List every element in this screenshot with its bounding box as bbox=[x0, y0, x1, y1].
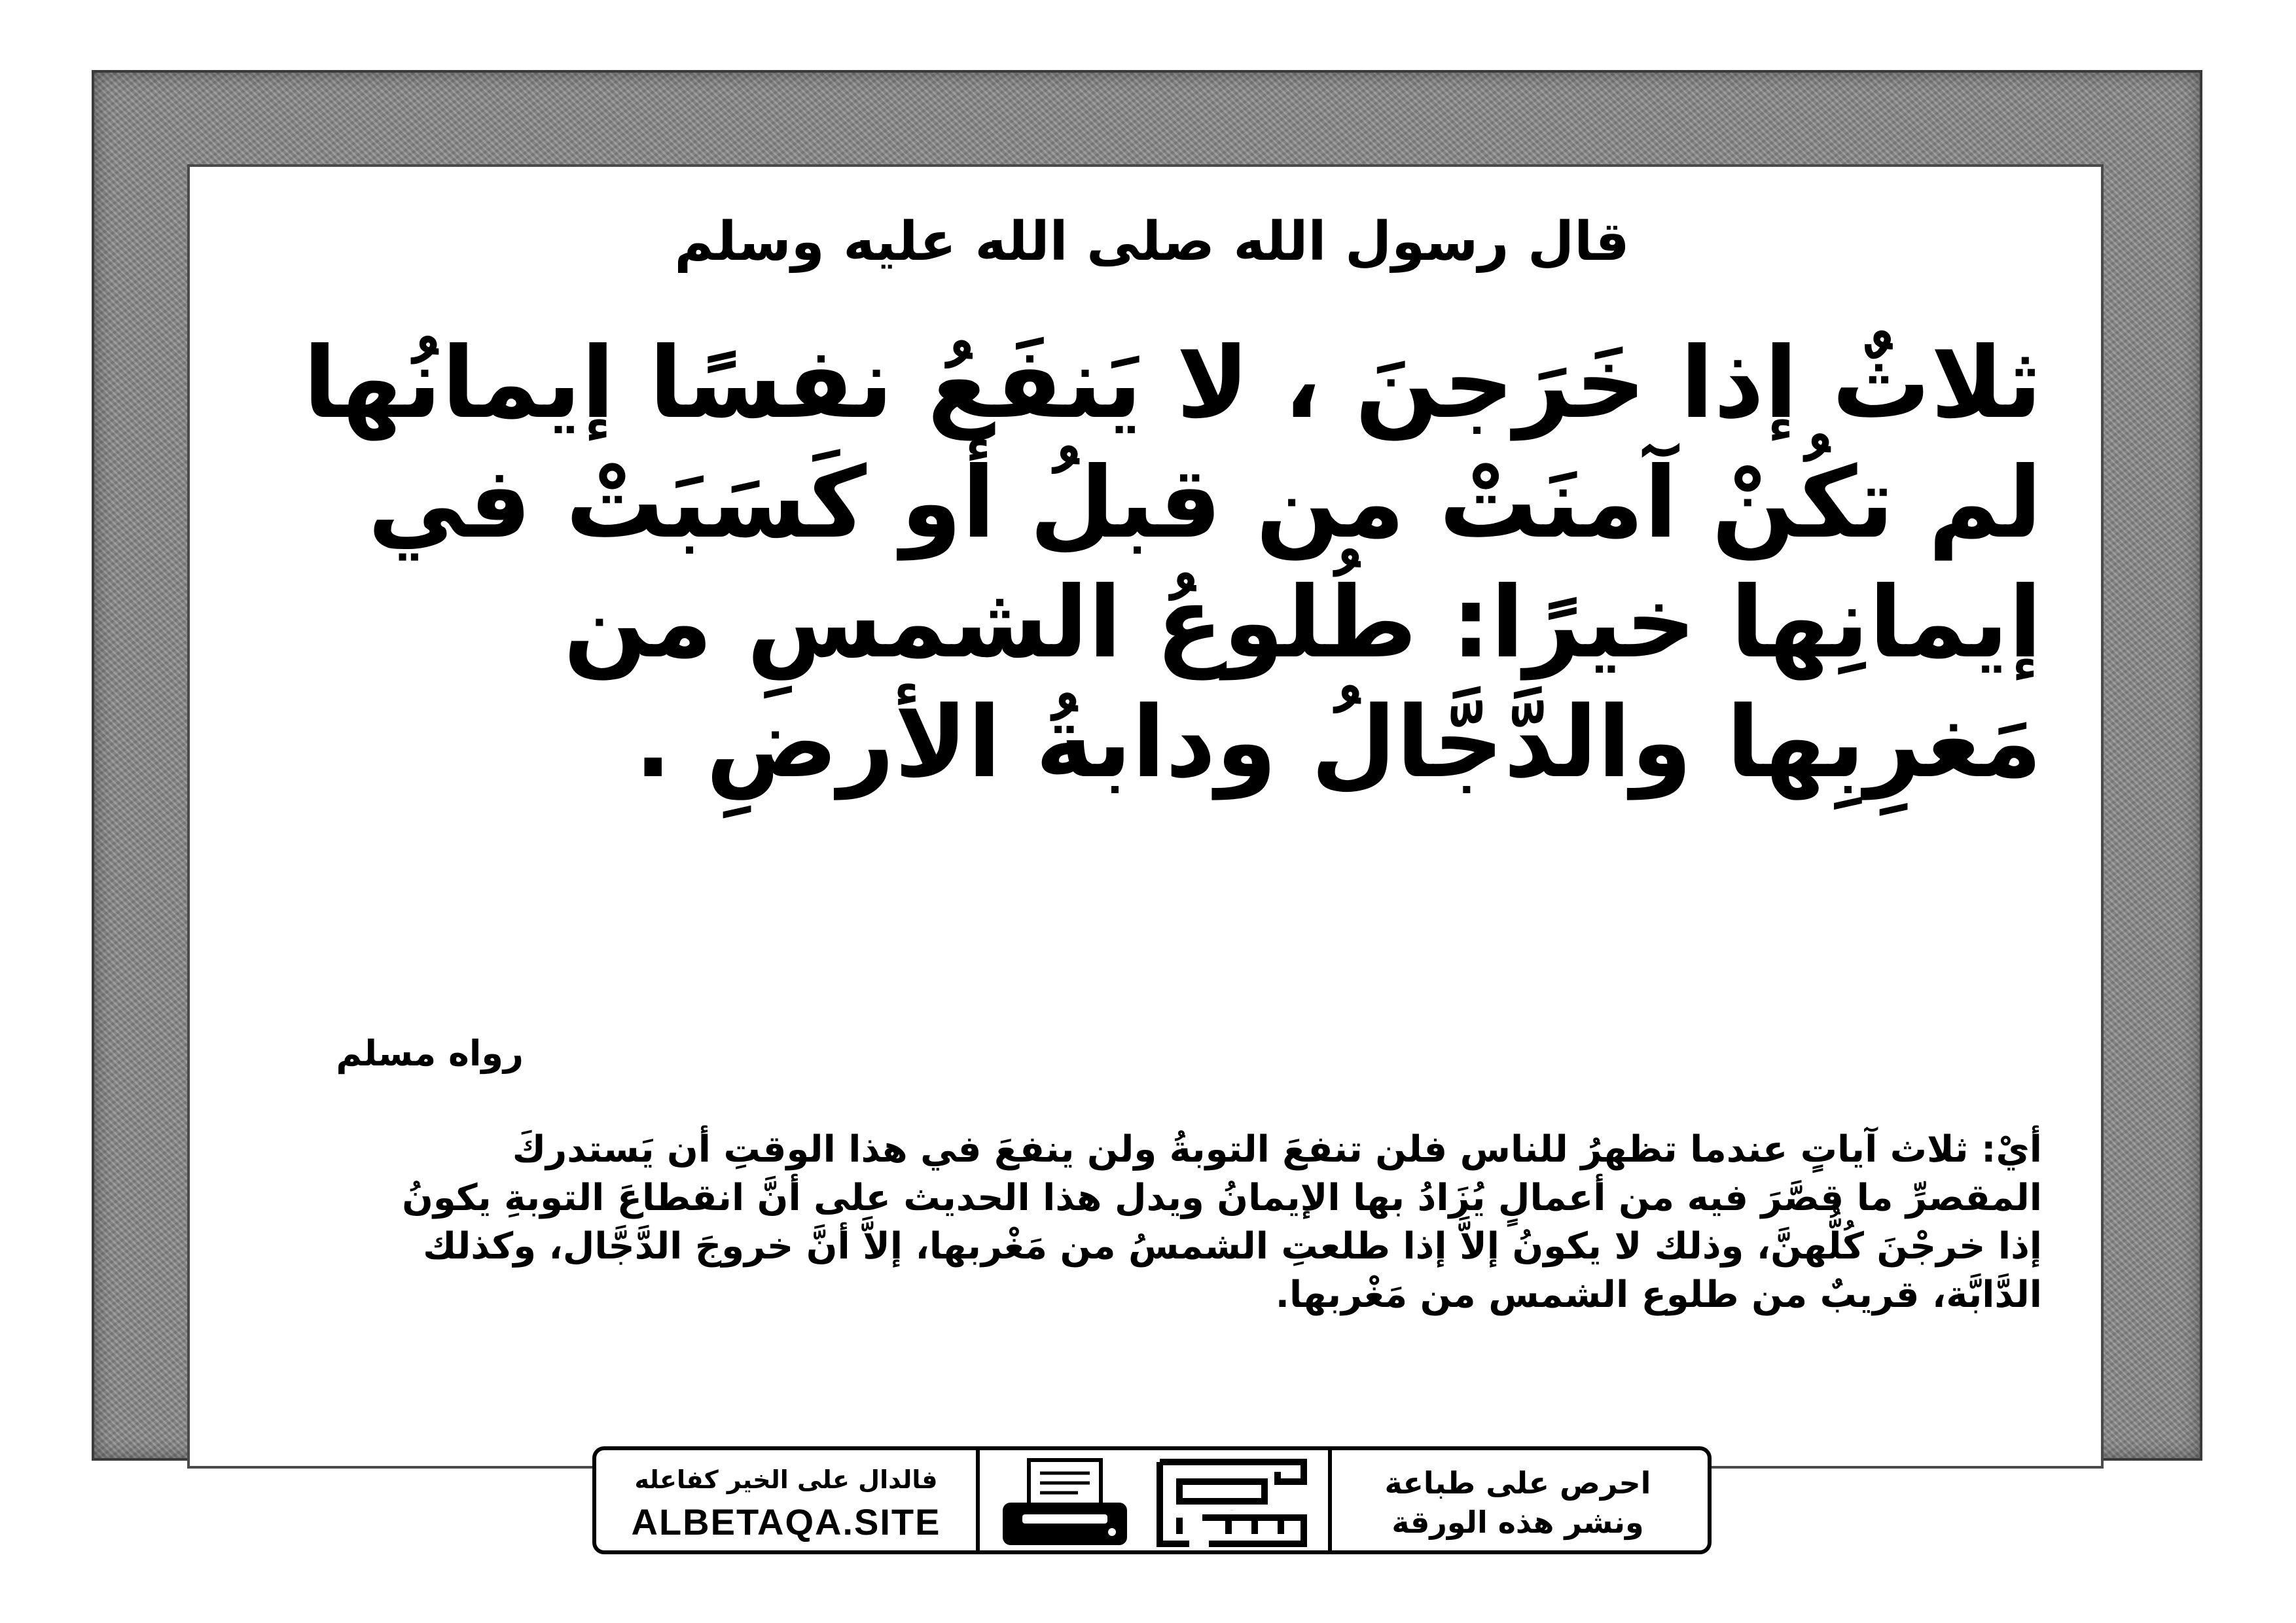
svg-text:دعوة الورقة: دعوة الورقة bbox=[1230, 1510, 1234, 1511]
hadith-line: إيمانِها خيرًا: طُلوعُ الشمسِ من bbox=[563, 566, 2042, 680]
hadith-line: مَغرِبِها والدَّجَّالُ ودابةُ الأرضِ . bbox=[634, 686, 2042, 800]
explanation-line: أيْ: ثلاث آياتٍ عندما تظهرُ للناس فلن تنفعَ التوبةُ ولن ينفعَ في هذا الوقتِ أن يَستدركَ bbox=[512, 1128, 2042, 1171]
footer-reminder-line: احرص على طباعة bbox=[1384, 1465, 1651, 1501]
footer-website-block bbox=[596, 1450, 976, 1550]
explanation-text bbox=[249, 1126, 2042, 1319]
hadith-line: ثلاثٌ إذا خَرَجنَ ، لا يَنفَعُ نفسًا إيمانُها bbox=[302, 327, 2042, 440]
hadith-source: رواه مسلم bbox=[336, 1033, 524, 1074]
page-heading: قال رسول الله صلى الله عليه وسلم bbox=[674, 211, 1630, 273]
footer-motto: فالدال على الخير كفاعله bbox=[634, 1465, 938, 1494]
footer-reminder-block bbox=[1328, 1450, 1708, 1550]
explanation-line: إذا خرجْنَ كُلُّهنَّ، وذلك لا يكونُ إلاَّ إذا طلعتِ الشمسُ من مَغْربها، إلاَّ أنَّ خروجَ الدَّجَّال، وكذلك bbox=[423, 1225, 2042, 1268]
hadith-line: لم تكُنْ آمنَتْ من قبلُ أو كَسَبَتْ في bbox=[367, 446, 2042, 560]
logo-icon bbox=[1150, 1455, 1314, 1550]
footer-box bbox=[592, 1446, 1712, 1554]
footer-reminder-line: ونشر هذه الورقة bbox=[1391, 1505, 1644, 1540]
footer-logo-area bbox=[980, 1450, 1324, 1550]
hadith-text bbox=[249, 324, 2042, 803]
explanation-line: المقصرِّ ما قصَّرَ فيه من أعمالٍ يُزَادُ بها الإيمانُ ويدل هذا الحديث على أنَّ انقطاعَ التوبةِ يكونُ bbox=[402, 1177, 2042, 1219]
printer-icon bbox=[999, 1457, 1130, 1548]
footer-website[interactable]: ALBETAQA.SITE bbox=[631, 1501, 941, 1543]
explanation-line: الدَّابَّة، قريبٌ من طلوع الشمس من مَغْربها. bbox=[1275, 1274, 2042, 1316]
